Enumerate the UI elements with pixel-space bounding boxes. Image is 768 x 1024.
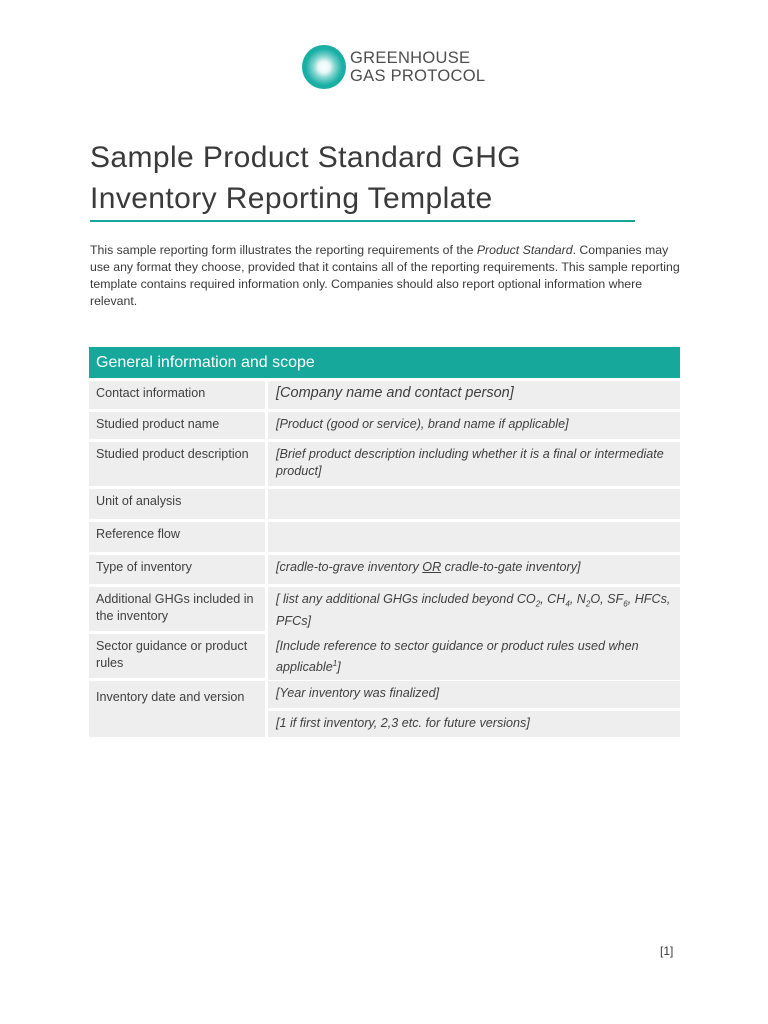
sector-guidance-text: [Include reference to sector guidance or product rules used when applicable [276,639,639,675]
inventory-type-a: [cradle-to-grave inventory [276,560,423,574]
row-label: Studied product description [89,442,265,486]
table-row-product-description [89,442,680,486]
title-line-1: Sample Product Standard GHG [90,141,522,174]
inventory-date-value[interactable]: [Year inventory was finalized] [268,681,680,708]
table-row-unit-of-analysis [89,489,680,519]
row-label: Contact information [89,381,265,409]
row-label: Additional GHGs included in the inventory [89,587,265,631]
title-underline [90,220,635,222]
row-value[interactable]: [Product (good or service), brand name if applicable] [268,412,680,439]
sf6-subscript: 6 [623,599,628,609]
row-label: Type of inventory [89,555,265,584]
row-value[interactable]: [Company name and contact person] [268,381,680,409]
greenhouse-gas-protocol-logo [302,45,486,91]
row-value[interactable] [268,634,680,680]
logo-text [350,49,485,85]
intro-emphasis: Product Standard [476,243,573,257]
footnote-marker: 1 [332,659,338,668]
co2-subscript: 2 [535,599,541,609]
n2o-subscript: 2 [585,599,591,609]
table-row-type-of-inventory [89,555,680,584]
table-row-product-name [89,412,680,439]
row-value[interactable] [268,587,680,634]
inventory-type-b: cradle-to-gate inventory] [441,560,581,574]
title-line-2: Inventory Reporting Template [90,182,493,215]
intro-text-1: This sample reporting form illustrates the reporting requirements of the [90,243,477,257]
table-row-reference-flow [89,522,680,552]
row-label: Inventory date and version [89,681,265,737]
intro-text-2: . Companies may use any format they choose, provided that it contains all of the reporting requirements. This sample reporting template contains required information only. Companies should also report optional information where relevant. [90,243,680,308]
ghg-sep1: , CH [540,592,566,606]
page-title [90,137,650,219]
row-label: Unit of analysis [89,489,265,519]
ch4-subscript: 4 [565,599,570,609]
table-row-contact [89,381,680,409]
ghg-sep2: , N [569,592,586,606]
sector-guidance-end: ] [337,660,341,675]
ghg-suffix: , HFCs, PFCs] [276,592,671,628]
logo-circle-icon [302,45,346,89]
row-value[interactable]: [Brief product description including whether it is a final or intermediate product] [268,442,680,486]
table-row-additional-ghgs [89,587,680,631]
inventory-version-value[interactable]: [1 if first inventory, 2,3 etc. for future versions] [268,711,680,738]
table-header: General information and scope [89,347,680,378]
row-value[interactable] [268,489,680,519]
logo-line-2: GAS PROTOCOL [350,67,486,85]
intro-paragraph [90,242,690,310]
inventory-or: OR [422,560,442,574]
ghg-prefix: [ list any additional GHGs included beyond CO [276,592,536,606]
ghg-sep3: O, SF [590,592,624,606]
table-row-inventory-date-version [89,681,680,737]
row-value[interactable] [268,522,680,552]
logo-line-1: GREENHOUSE [350,49,471,67]
row-label: Sector guidance or product rules [89,634,265,678]
row-value[interactable] [268,555,680,584]
table-row-sector-guidance [89,634,680,678]
page-number: [1] [660,944,674,958]
general-info-table [89,347,680,737]
row-label: Studied product name [89,412,265,439]
row-label: Reference flow [89,522,265,552]
